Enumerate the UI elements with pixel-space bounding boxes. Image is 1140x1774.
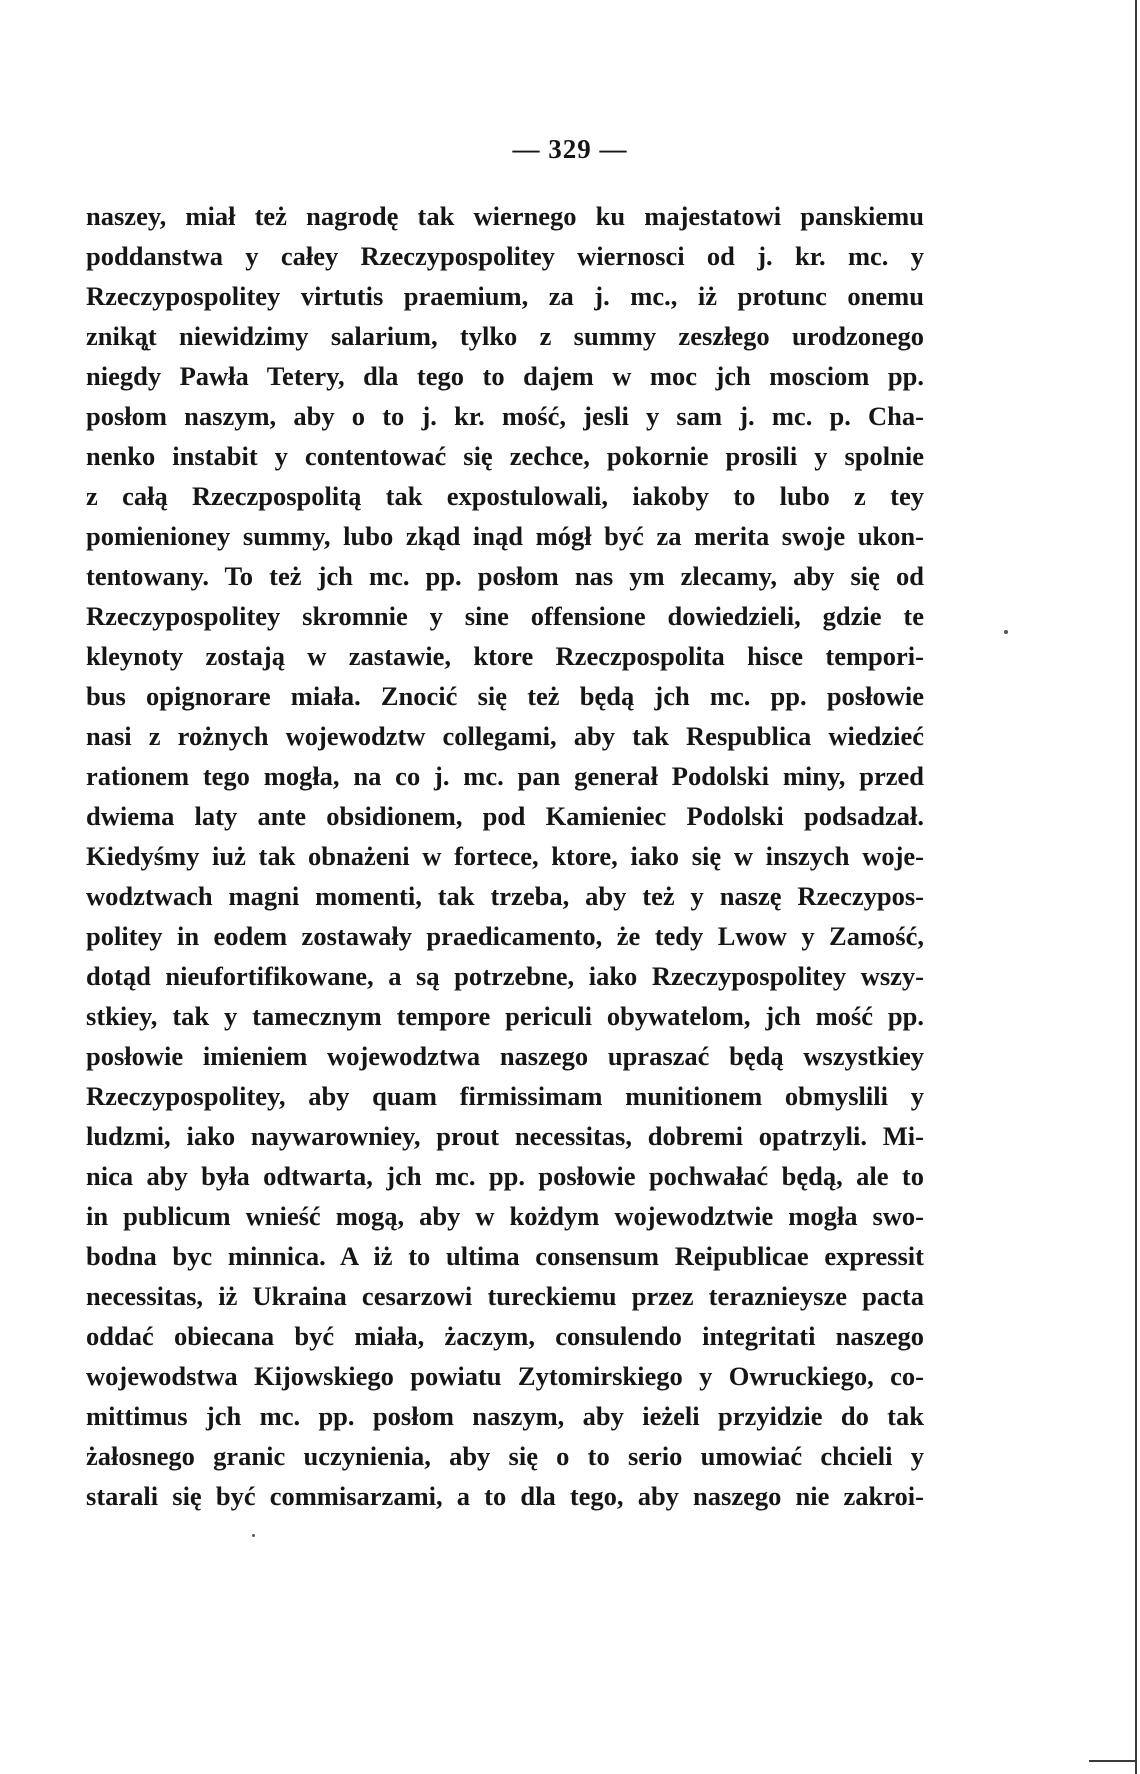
- text-line: wodztwach magni momenti, tak trzeba, aby też y naszę Rzeczypos-: [86, 881, 924, 911]
- scan-speck: [1004, 630, 1008, 634]
- text-line: wojewodstwa Kijowskiego powiatu Zytomirskiego y Owruckiego, co-: [86, 1361, 924, 1391]
- text-line: pomienioney summy, lubo zkąd inąd mógł być za merita swoje ukon-: [86, 521, 924, 551]
- text-line: stkiey, tak y tamecznym tempore periculi obywatelom, jch mość pp.: [86, 1001, 924, 1031]
- text-line: kleynoty zostają w zastawie, ktore Rzeczpospolita hisce tempori-: [86, 641, 924, 671]
- text-line: posłom naszym, aby o to j. kr. mość, jesli y sam j. mc. p. Cha-: [86, 401, 924, 431]
- text-line: żałosnego granic uczynienia, aby się o to serio umowiać chcieli y: [86, 1441, 924, 1471]
- text-line: bus opignorare miała. Znocić się też będą jch mc. pp. posłowie: [86, 681, 924, 711]
- scan-edge-bottom: [1089, 1760, 1135, 1762]
- text-line: dwiema laty ante obsidionem, pod Kamieniec Podolski podsadzał.: [86, 801, 924, 831]
- text-line: in publicum wnieść mogą, aby w kożdym wojewodztwie mogła swo-: [86, 1201, 924, 1231]
- text-line: Kiedyśmy iuż tak obnażeni w fortece, ktore, iako się w inszych woje-: [86, 841, 924, 871]
- text-line: Rzeczypospolitey, aby quam firmissimam munitionem obmyslili y: [86, 1081, 924, 1111]
- text-line: nica aby była odtwarta, jch mc. pp. posłowie pochwałać będą, ale to: [86, 1161, 924, 1191]
- text-line: posłowie imieniem wojewodztwa naszego upraszać będą wszystkiey: [86, 1041, 924, 1071]
- text-line: ludzmi, iako naywarowniey, prout necessitas, dobremi opatrzyli. Mi-: [86, 1121, 924, 1151]
- text-line: nenko instabit y contentować się zechce, pokornie prosili y spolnie: [86, 441, 924, 471]
- page-number: — 329 —: [512, 134, 628, 164]
- text-line: rationem tego mogła, na co j. mc. pan generał Podolski miny, przed: [86, 761, 924, 791]
- scan-speck: [252, 1534, 255, 1537]
- text-line: nasi z rożnych wojewodztw collegami, aby tak Respublica wiedzieć: [86, 721, 924, 751]
- text-line: starali się być commisarzami, a to dla tego, aby naszego nie zakroi-: [86, 1481, 924, 1511]
- text-line: mittimus jch mc. pp. posłom naszym, aby ieżeli przyidzie do tak: [86, 1401, 924, 1431]
- text-line: bodna byc minnica. A iż to ultima consensum Reipublicae expressit: [86, 1241, 924, 1271]
- text-line: niegdy Pawła Tetery, dla tego to dajem w moc jch mosciom pp.: [86, 361, 924, 391]
- text-line: zniką̨t niewidzimy salarium, tylko z summy zeszłego urodzonego: [86, 321, 924, 351]
- text-line: Rzeczypospolitey virtutis praemium, za j. mc., iż protunc onemu: [86, 281, 924, 311]
- text-line: naszey, miał też nagrodę tak wiernego ku majestatowi panskiemu: [86, 201, 924, 231]
- text-line: politey in eodem zostawały praedicamento, że tedy Lwow y Zamość,: [86, 921, 924, 951]
- text-line: tentowany. To też jch mc. pp. posłom nas ym zlecamy, aby się od: [86, 561, 924, 591]
- text-line: oddać obiecana być miała, żaczym, consulendo integritati naszego: [86, 1321, 924, 1351]
- text-line: Rzeczypospolitey skromnie y sine offensione dowiedzieli, gdzie te: [86, 601, 924, 631]
- scan-edge-right: [1135, 0, 1137, 1774]
- text-line: dotąd nieufortifikowane, a są potrzebne, iako Rzeczypospolitey wszy-: [86, 961, 924, 991]
- body-text: [86, 196, 924, 1516]
- text-line: poddanstwa y całey Rzeczypospolitey wiernosci od j. kr. mc. y: [86, 241, 924, 271]
- text-line: z całą Rzeczpospolitą tak expostulowali, iakoby to lubo z tey: [86, 481, 924, 511]
- text-line: necessitas, iż Ukraina cesarzowi tureckiemu przez teraznieysze pacta: [86, 1281, 924, 1311]
